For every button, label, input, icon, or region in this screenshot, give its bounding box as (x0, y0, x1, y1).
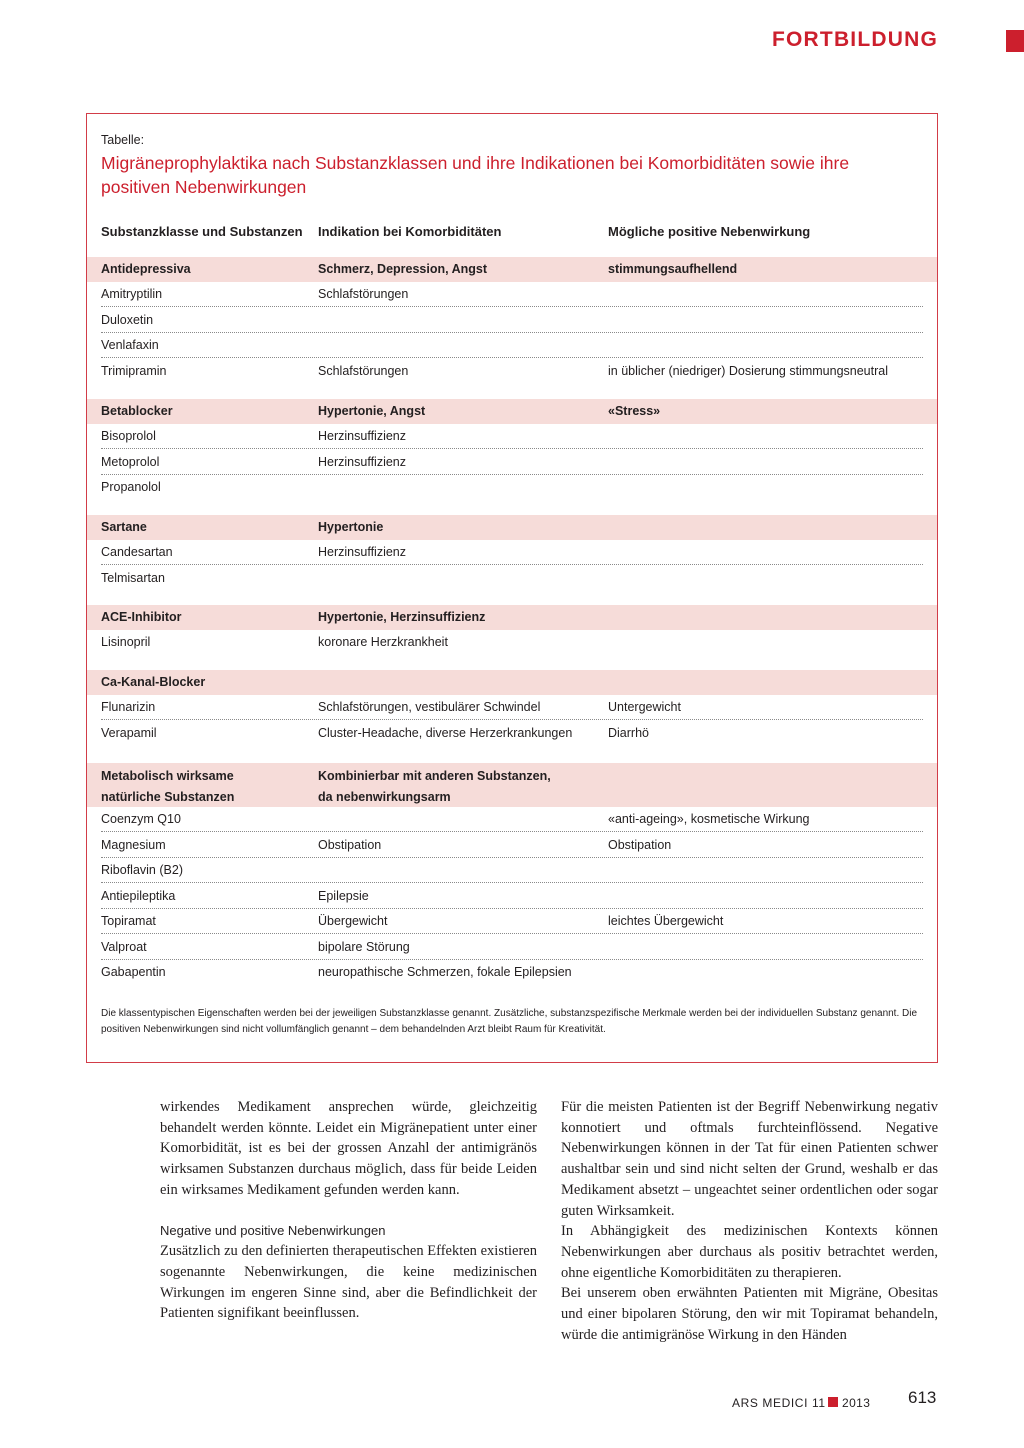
group-name-cell: Antidepressiva (101, 262, 191, 276)
body-paragraph: Zusätzlich zu den definierten therapeutischen Effekten existieren sogenannte Nebenwirkungen, die keine medizinischen Wirkungen im engeren Sinne sind, aber die Befindlichkeit der Patienten signifikant beeinflussen. (160, 1243, 537, 1322)
journal-name: ARS MEDICI 11 (732, 1396, 826, 1410)
row-indication-cell: Herzinsuffizienz (318, 429, 407, 443)
row-name-cell: Trimipramin (101, 363, 167, 378)
row-indication-cell: Schlafstörungen (318, 363, 409, 378)
row-indication-cell: Schlafstörungen, vestibulärer Schwindel (318, 700, 541, 714)
table-row (87, 884, 937, 909)
group-header-row (87, 763, 937, 807)
body-paragraph: In Abhängigkeit des medizinischen Kontexts können Nebenwirkungen aber durchaus als positiv betrachtet werden, ohne eigentliche Komorbiditäten zu therapieren. (561, 1223, 938, 1281)
row-effect-cell: leichtes Übergewicht (608, 914, 724, 928)
table-row (87, 359, 937, 384)
table-row (87, 858, 937, 883)
group-header-row (87, 515, 937, 540)
row-name-cell: Lisinopril (101, 635, 151, 649)
group-indication-cell: Hypertonie (318, 520, 384, 534)
row-name-cell: Venlafaxin (101, 338, 159, 352)
group-header-row (87, 605, 937, 630)
table-row (87, 960, 937, 985)
row-name-cell: Riboflavin (B2) (101, 863, 183, 877)
group-header-row (87, 399, 937, 424)
group-header-row (87, 670, 937, 695)
footer-separator (828, 1397, 838, 1407)
group-effect-cell: «Stress» (608, 404, 661, 418)
group-name-cell: Ca-Kanal-Blocker (101, 675, 206, 689)
group-indication-cell: Schmerz, Depression, Angst (318, 262, 488, 276)
journal-year: 2013 (842, 1396, 871, 1410)
group-indication-cell: Hypertonie, Angst (318, 404, 426, 418)
table-row (87, 566, 937, 591)
table-prefix: Tabelle: (101, 133, 145, 147)
row-indication-cell: neuropathische Schmerzen, fokale Epilepsien (318, 965, 572, 979)
row-name-cell: Amitryptilin (101, 287, 163, 301)
section-marker (1006, 30, 1024, 52)
group-name-cell: Sartane (101, 520, 147, 534)
body-paragraph: wirkendes Medikament ansprechen würde, gleichzeitig behandelt werden könnte. Leidet ein Migränepatient unter einer Komorbidität, ist es bei der grossen Anzahl der antimigränös wirksamen Substanzen durchaus möglich, dass für beide Leiden ein wirksames Medikament gefunden werden kann. (160, 1099, 537, 1198)
row-name-cell: Propanolol (101, 480, 161, 494)
group-indication-cell: Kombinierbar mit anderen Substanzen, da nebenwirkungsarm (318, 769, 551, 804)
table-row (87, 909, 937, 934)
drug-table (86, 113, 938, 1063)
table-row (87, 282, 937, 307)
table-row (87, 450, 937, 475)
row-indication-cell: bipolare Störung (318, 939, 410, 954)
column-header-effect: Mögliche positive Nebenwirkung (608, 224, 811, 239)
row-effect-cell: Obstipation (608, 837, 672, 852)
table-row (87, 721, 937, 746)
table-title: Migräneprophylaktika nach Substanzklassen und ihre Indikationen bei Komorbiditäten sowie ihre positiven Nebenwirkungen (101, 153, 850, 197)
row-indication-cell: koronare Herzkrankheit (318, 635, 448, 649)
row-name-cell: Verapamil (101, 725, 157, 740)
table-row (87, 807, 937, 832)
table-footnote: Die klassentypischen Eigenschaften werden bei der jeweiligen Substanzklasse genannt. Zusätzliche, substanzspezifische Merkmale werden bei der individuellen Substanz genannt. Die positiven Nebenwirkungen sind nicht vollumfänglich genannt – dem behandelnden Arzt bleibt Raum für Kreativität. (101, 1008, 918, 1035)
row-indication-cell: Herzinsuffizienz (318, 545, 407, 559)
subheading: Negative und positive Nebenwirkungen (160, 1222, 386, 1238)
row-name-cell: Candesartan (101, 545, 173, 559)
row-indication-cell: Cluster-Headache, diverse Herzerkrankungen (318, 725, 573, 740)
group-name-cell: Metabolisch wirksame natürliche Substanzen (101, 769, 235, 804)
section-label: FORTBILDUNG (771, 28, 938, 51)
table-row (87, 475, 937, 500)
table-row (87, 540, 937, 565)
row-name-cell: Bisoprolol (101, 429, 156, 443)
table-row (87, 833, 937, 858)
table-row (87, 630, 937, 655)
row-name-cell: Flunarizin (101, 700, 156, 714)
row-name-cell: Duloxetin (101, 312, 154, 327)
row-name-cell: Topiramat (101, 914, 156, 928)
row-indication-cell: Herzinsuffizienz (318, 454, 407, 469)
column-header-substance: Substanzklasse und Substanzen (101, 224, 303, 239)
row-indication-cell: Schlafstörungen (318, 287, 409, 301)
page-number: 613 (908, 1388, 937, 1407)
row-name-cell: Coenzym Q10 (101, 812, 181, 826)
table-row (87, 308, 937, 333)
row-effect-cell: «anti-ageing», kosmetische Wirkung (608, 812, 810, 826)
body-column-left (160, 1097, 537, 1324)
table-row (87, 424, 937, 449)
row-indication-cell: Epilepsie (318, 888, 369, 903)
row-effect-cell: Untergewicht (608, 700, 681, 714)
column-header-indication: Indikation bei Komorbiditäten (318, 224, 502, 239)
table-row (87, 695, 937, 720)
row-name-cell: Telmisartan (101, 570, 165, 585)
row-indication-cell: Übergewicht (318, 914, 388, 928)
row-name-cell: Antiepileptika (101, 888, 176, 903)
row-name-cell: Gabapentin (101, 965, 166, 979)
row-effect-cell: Diarrhö (608, 725, 649, 740)
row-indication-cell: Obstipation (318, 837, 382, 852)
table-row (87, 935, 937, 960)
group-header-row (87, 257, 937, 282)
group-effect-cell: stimmungsaufhellend (608, 262, 738, 276)
row-name-cell: Magnesium (101, 837, 166, 852)
body-paragraph: Bei unserem oben erwähnten Patienten mit Migräne, Obesitas und einer bipolaren Störung, den wir mit Topiramat behandeln, würde die antimigränöse Wirkung in den Händen (561, 1285, 938, 1343)
table-row (87, 333, 937, 358)
group-indication-cell: Hypertonie, Herzinsuffizienz (318, 610, 486, 624)
group-name-cell: Betablocker (101, 404, 173, 418)
row-name-cell: Valproat (101, 939, 147, 954)
row-effect-cell: in üblicher (niedriger) Dosierung stimmungsneutral (608, 363, 888, 378)
group-name-cell: ACE-Inhibitor (101, 610, 182, 624)
body-column-right (561, 1097, 938, 1345)
row-name-cell: Metoprolol (101, 454, 160, 469)
body-paragraph: Für die meisten Patienten ist der Begriff Nebenwirkung negativ konnotiert und oftmals furchteinflössend. Negative Nebenwirkungen können in der Tat für einen Patienten schwer aushaltbar sein und sind nicht selten der Grund, weshalb er das Medikament absetzt – ungeachtet seiner ordentlichen oder sogar guten Wirksamkeit. (561, 1099, 938, 1219)
